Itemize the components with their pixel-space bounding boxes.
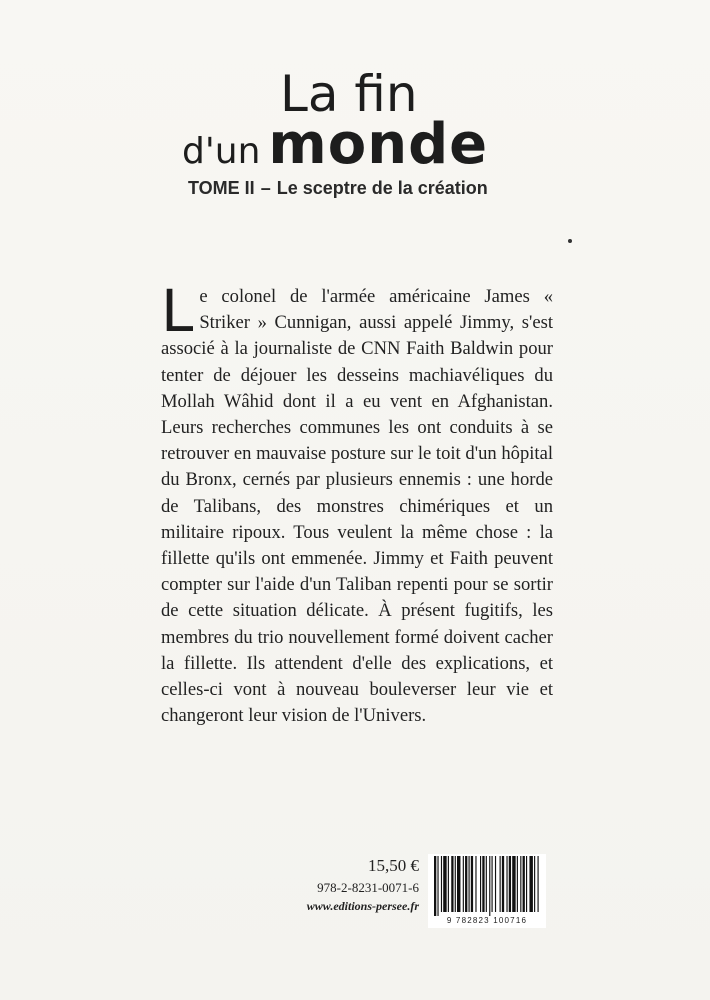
ink-speck (568, 239, 572, 243)
barcode-bar (480, 856, 481, 912)
barcode-bar (523, 856, 525, 912)
barcode-bar (441, 856, 442, 912)
barcode-bar (482, 856, 484, 912)
barcode-bar (448, 856, 449, 912)
barcode-bar (506, 856, 507, 912)
barcode-bar (486, 856, 487, 912)
synopsis-text: e colonel de l'armée américaine James « Striker » Cunnigan, aussi appelé Jimmy, s'est associé à la journaliste de CNN Faith Baldwin pour tenter de déjouer les desseins machiavéliques du Mollah Wâhid dont il a eu vent en Afghanistan. Leurs recherches communes les ont conduits à se retrouver en mauvaise posture sur le toit d'un hôpital du Bronx, cernés par plusieurs ennemis : une horde de Talibans, des monstres chimériques et un militaire ripoux. Tous veulent la même chose : la fillette qu'ils ont emmenée. Jimmy et Faith peuvent compter sur l'aide d'un Taliban repenti pour se sortir de cette situation délicate. À présent fugitifs, les membres du trio nouvellement formé doivent cacher la fillette. Ils attendent d'elle des explications, et celles-ci vont à nouveau bouleverser leur vie et changeront leur vision de l'Univers. (161, 286, 553, 727)
barcode-bar (443, 856, 446, 912)
barcode-bar (517, 856, 518, 912)
barcode-bar (529, 856, 532, 912)
barcode-bar (492, 856, 493, 912)
barcode-bar (500, 856, 501, 912)
barcode-bar (434, 856, 436, 916)
barcode-bar (469, 856, 470, 912)
barcode-bar (495, 856, 496, 912)
barcode-digits: 9 782823 100716 (446, 916, 528, 925)
barcode-bar (475, 856, 476, 912)
barcode (428, 854, 546, 928)
barcode-bars-icon (428, 854, 546, 916)
subtitle-dash: – (260, 178, 271, 198)
barcode-bar (534, 856, 535, 912)
subtitle (188, 178, 488, 199)
price: 15,50 € (368, 856, 419, 875)
isbn: 978-2-8231-0071-6 (317, 880, 419, 895)
barcode-bar (457, 856, 460, 912)
barcode-bar (471, 856, 473, 912)
synopsis (161, 277, 553, 729)
barcode-bar (520, 856, 521, 912)
subtitle-name: Le sceptre de la création (276, 178, 488, 198)
drop-cap: L (161, 277, 194, 345)
barcode-bar (509, 856, 511, 912)
title-big-word: monde (268, 112, 489, 177)
barcode-bar (502, 856, 504, 912)
title-line-2 (182, 112, 488, 178)
publisher-website: www.editions-persee.fr (306, 899, 419, 913)
barcode-bar (455, 856, 456, 912)
barcode-bar (538, 856, 539, 912)
title-line-1: La fin (280, 65, 418, 123)
barcode-bar (451, 856, 453, 912)
title-small-word: d'un (182, 131, 261, 172)
barcode-bar (526, 856, 527, 912)
barcode-bar (512, 856, 515, 912)
barcode-bar (465, 856, 467, 912)
barcode-bar (463, 856, 464, 912)
subtitle-tome: TOME II (188, 178, 255, 198)
barcode-bar (437, 856, 438, 916)
barcode-bar (489, 856, 490, 916)
